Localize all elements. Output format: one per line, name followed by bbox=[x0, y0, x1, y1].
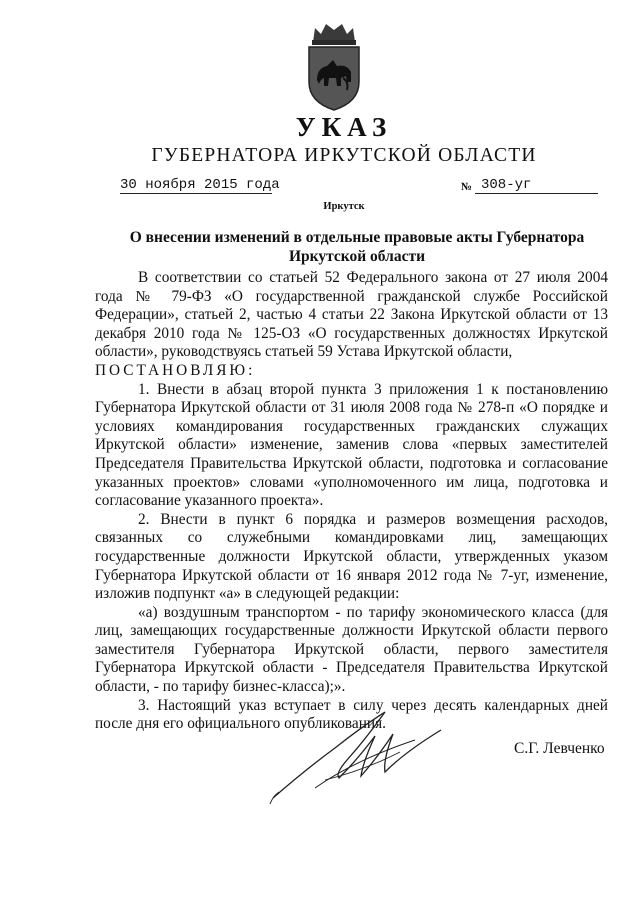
decree-date: 30 ноября 2015 года bbox=[120, 177, 280, 193]
document-body bbox=[95, 269, 608, 734]
decree-number: 308-уг bbox=[481, 177, 532, 193]
coat-of-arms-icon bbox=[303, 20, 365, 113]
date-underline bbox=[120, 193, 272, 194]
signer-name: С.Г. Левченко bbox=[514, 740, 605, 757]
clause-1: 1. Внести в абзац второй пункта 3 приложения 1 к постановлению Губернатора Иркутской области от 31 июля 2008 года № 278-п «О порядке и условиях командирования государственных гражданских служащих Иркутской области» изменение, заменив слова «первых заместителей Председателя Правительства Иркутской области, подготовка и согласование указанных проектов» словами «уполномоченного им лица, подготовка и согласование указанного проекта». bbox=[95, 380, 608, 510]
document-title: О внесении изменений в отдельные правовые акты Губернатора Иркутской области bbox=[129, 229, 585, 265]
resolution-word: ПОСТАНОВЛЯЮ: bbox=[95, 361, 256, 379]
city-label: Иркутск bbox=[323, 201, 365, 212]
number-underline bbox=[475, 193, 598, 194]
decree-issuer: ГУБЕРНАТОРА ИРКУТСКОЙ ОБЛАСТИ bbox=[151, 145, 537, 166]
clause-2: 2. Внести в пункт 6 порядка и размеров возмещения расходов, связанных со служебными командировками лиц, замещающих государственные должности Иркутской области, утвержденных указом Губернатора Иркутской области от 16 января 2012 года № 7-уг, изменение, изложив подпункт «а» в следующей редакции: bbox=[95, 510, 608, 603]
number-sign: № bbox=[461, 181, 473, 193]
signature-image bbox=[265, 700, 445, 810]
decree-title: УКАЗ bbox=[295, 112, 393, 142]
preamble-paragraph: В соответствии со статьей 52 Федерального закона от 27 июля 2004 года № 79-ФЗ «О государственной гражданской службе Российской Федерации», статьей 2, частью 4 статьи 22 Закона Иркутской области от 13 декабря 2010 года № 125-ОЗ «О государственных должностях Иркутской области», руководствуясь статьей 59 Устава Иркутской области, bbox=[95, 269, 608, 361]
clause-3: 3. Настоящий указ вступает в силу через десять календарных дней после дня его официального опубликования. bbox=[95, 696, 608, 733]
clause-2-subitem-a: «а) воздушным транспортом - по тарифу экономического класса (для лиц, замещающих государственные должности Иркутской области первого заместителя Губернатора Иркутской области, первого заместителя Губернатора Иркутской области - Председателя Правительства Иркутской области, - по тарифу бизнес-класса);». bbox=[95, 603, 608, 696]
